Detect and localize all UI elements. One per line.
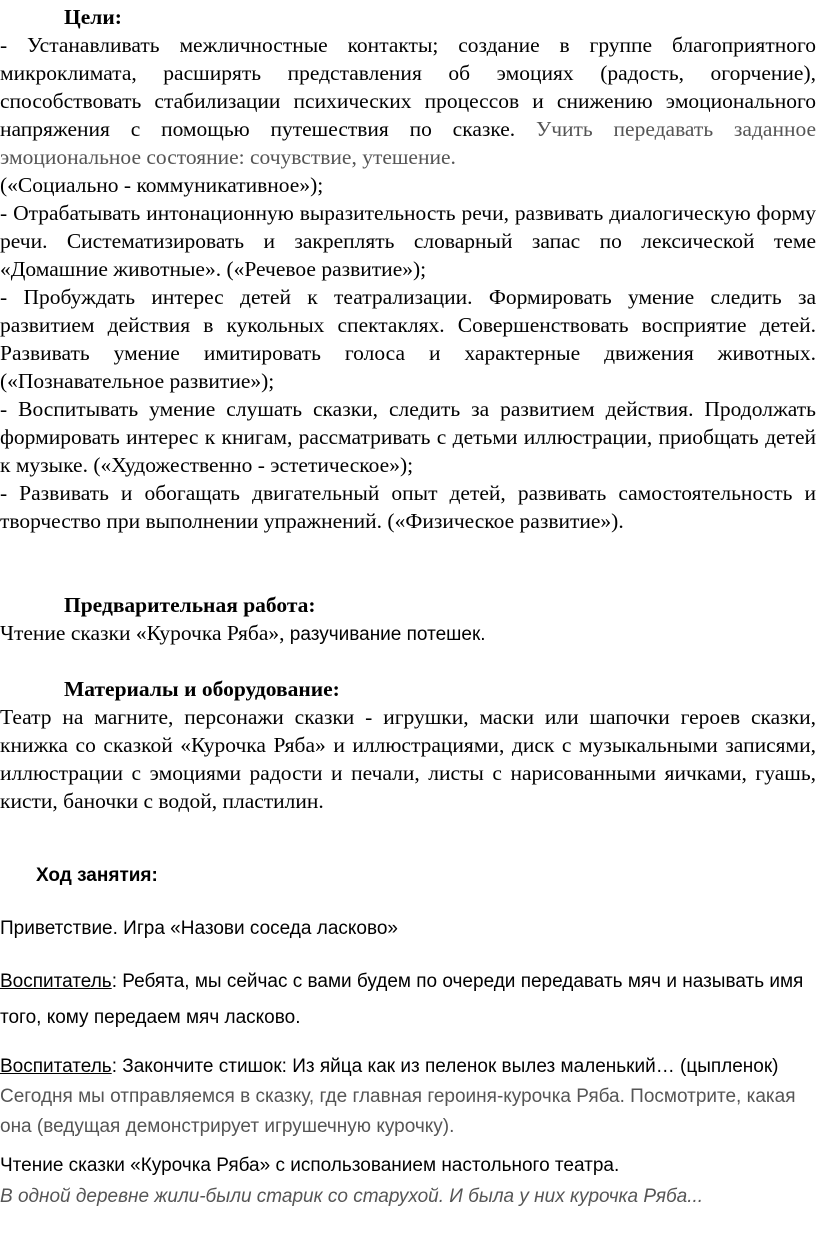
prep-heading: Предварительная работа: bbox=[64, 593, 316, 617]
course-heading: Ход занятия: bbox=[36, 865, 158, 886]
teacher-text-2: Закончите стишок: Из яйца как из пеленок вылез маленький… (цыпленок) bbox=[116, 1056, 779, 1077]
prep-text-sans: разучивание потешек. bbox=[284, 624, 486, 645]
goal-item-1-text: - Устанавливать межличностные контакты; создание в группе благоприятного микроклимата, расширять представления об эмоциях (радость, огорчение), способствовать стабилизации психических процессов и снижению эмоционального напряжения с помощью путешествия по сказке. bbox=[0, 33, 816, 141]
teacher-colon-1: : bbox=[111, 971, 117, 992]
teacher-line-1 bbox=[0, 964, 816, 1036]
teacher-label-2: Воспитатель bbox=[0, 1056, 112, 1077]
teacher-colon-2: : bbox=[111, 1056, 117, 1077]
prep-text bbox=[0, 619, 816, 649]
teacher-text-1: Ребята, мы сейчас с вами будем по очереди передавать мяч и называть имя того, кому передаем мяч ласково. bbox=[0, 971, 804, 1028]
goals-heading: Цели: bbox=[64, 5, 122, 29]
teacher-gray-text-2: Сегодня мы отправляемся в сказку, где главная героиня-курочка Ряба. Посмотрите, какая она (ведущая демонстрирует игрушечную курочку). bbox=[0, 1086, 796, 1137]
goal-item-3: - Пробуждать интерес детей к театрализации. Формировать умение следить за развитием действия в кукольных спектаклях. Совершенствовать восприятие детей. Развивать умение имитировать голоса и характерные движения животных. («Познавательное развитие»); bbox=[0, 285, 816, 393]
goal-item-1-gray-text: Учить передавать заданное эмоциональное состояние: сочувствие, утешение. bbox=[0, 117, 816, 169]
teacher-line-2 bbox=[0, 1052, 816, 1142]
goal-item-5: - Развивать и обогащать двигательный опыт детей, развивать самостоятельность и творчество при выполнении упражнений. («Физическое развитие»). bbox=[0, 481, 816, 533]
goal-item-2: - Отрабатывать интонационную выразительность речи, развивать диалогическую форму речи. Систематизировать и закреплять словарный запас по лексической теме «Домашние животные». («Речевое развитие»); bbox=[0, 201, 816, 281]
prep-text-serif: Чтение сказки «Курочка Ряба», bbox=[0, 621, 285, 645]
reading-line: Чтение сказки «Курочка Ряба» с использованием настольного театра. bbox=[0, 1155, 620, 1176]
goal-item-1-area: («Социально - коммуникативное»); bbox=[0, 173, 324, 197]
teacher-label-1: Воспитатель bbox=[0, 971, 112, 992]
greeting-line: Приветствие. Игра «Назови соседа ласково» bbox=[0, 918, 398, 939]
reading-italic-text: В одной деревне жили-были старик со старухой. И была у них курочка Ряба... bbox=[0, 1186, 704, 1207]
materials-heading: Материалы и оборудование: bbox=[64, 677, 340, 701]
goal-item-4: - Воспитывать умение слушать сказки, следить за развитием действия. Продолжать формировать интерес к книгам, рассматривать с детьми иллюстрации, приобщать детей к музыке. («Художественно - эстетическое»); bbox=[0, 397, 816, 477]
goal-item-1 bbox=[0, 31, 816, 171]
materials-text: Театр на магните, персонажи сказки - игрушки, маски или шапочки героев сказки, книжка со сказкой «Курочка Ряба» и иллюстрациями, диск с музыкальными записями, иллюстрации с эмоциями радости и печали, листы с нарисованными яичками, гуашь, кисти, баночки с водой, пластилин. bbox=[0, 705, 816, 813]
